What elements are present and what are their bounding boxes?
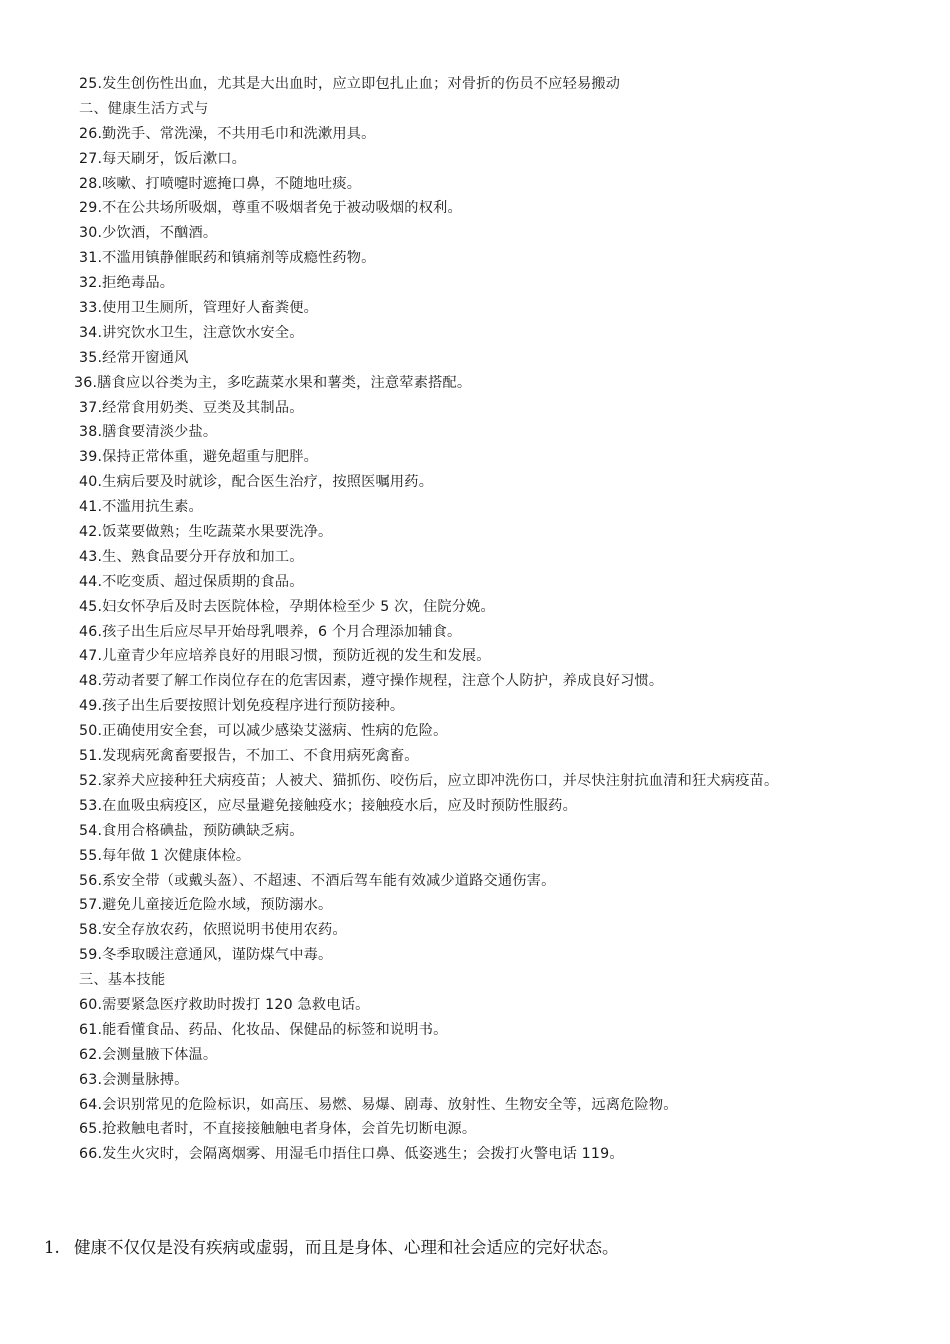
list-item: 37.经常食用奶类、豆类及其制品。 [79, 399, 304, 416]
list-item: 45.妇女怀孕后及时去医院体检，孕期体检至少 5 次，住院分娩。 [79, 598, 495, 615]
list-item: 30.少饮酒，不酗酒。 [79, 225, 218, 242]
list-item: 29.不在公共场所吸烟，尊重不吸烟者免于被动吸烟的权利。 [79, 200, 462, 217]
list-item: 50.正确使用安全套，可以减少感染艾滋病、性病的危险。 [79, 723, 448, 740]
list-item: 49.孩子出生后要按照计划免疫程序进行预防接种。 [79, 698, 405, 715]
list-item: 64.会识别常见的危险标识，如高压、易燃、易爆、剧毒、放射性、生物安全等，远离危险物。 [79, 1096, 678, 1113]
list-item: 25.发生创伤性出血，尤其是大出血时，应立即包扎止血；对骨折的伤员不应轻易搬动 [79, 76, 621, 92]
list-item: 33.使用卫生厕所，管理好人畜粪便。 [79, 300, 318, 317]
list-item: 63.会测量脉搏。 [79, 1071, 189, 1088]
list-item: 43.生、熟食品要分开存放和加工。 [79, 548, 304, 565]
definition-text: 健康不仅仅是没有疾病或虚弱，而且是身体、心理和社会适应的完好状态。 [74, 1238, 619, 1257]
list-item: 52.家养犬应接种狂犬病疫苗；人被犬、猫抓伤、咬伤后，应立即冲洗伤口，并尽快注射抗血清和狂犬病疫苗。 [79, 772, 779, 789]
health-literacy-list [74, 72, 939, 1167]
list-item: 48.劳动者要了解工作岗位存在的危害因素，遵守操作规程，注意个人防护，养成良好习惯。 [79, 673, 664, 690]
list-item: 53.在血吸虫病疫区，应尽量避免接触疫水；接触疫水后，应及时预防性服药。 [79, 797, 577, 814]
list-item: 31.不滥用镇静催眠药和镇痛剂等成瘾性药物。 [79, 250, 376, 267]
list-item: 51.发现病死禽畜要报告，不加工、不食用病死禽畜。 [79, 748, 419, 765]
list-item: 27.每天刷牙，饭后漱口。 [79, 150, 247, 167]
numbered-definition [44, 1234, 924, 1262]
list-item: 57.避免儿童接近危险水域，预防溺水。 [79, 897, 333, 914]
list-item: 58.安全存放农药，依照说明书使用农药。 [79, 922, 347, 939]
list-item: 59.冬季取暖注意通风，谨防煤气中毒。 [79, 947, 333, 964]
list-item: 36.膳食应以谷类为主，多吃蔬菜水果和薯类，注意荤素搭配。 [74, 374, 472, 391]
list-item: 62.会测量腋下体温。 [79, 1046, 218, 1063]
list-item: 54.食用合格碘盐，预防碘缺乏病。 [79, 822, 304, 839]
list-item: 55.每年做 1 次健康体检。 [79, 847, 251, 864]
list-item: 65.抢救触电者时，不直接接触触电者身体，会首先切断电源。 [79, 1121, 477, 1138]
definition-number: 1. [44, 1238, 60, 1257]
list-item: 41.不滥用抗生素。 [79, 499, 203, 516]
list-item: 56.系安全带（或戴头盔）、不超速、不酒后驾车能有效减少道路交通伤害。 [79, 872, 556, 889]
section-heading: 二、健康生活方式与 [79, 100, 209, 117]
list-item: 35.经常开窗通风 [79, 349, 189, 366]
section-heading: 三、基本技能 [79, 972, 166, 989]
list-item: 60.需要紧急医疗救助时拨打 120 急救电话。 [79, 996, 370, 1013]
list-item: 42.饭菜要做熟；生吃蔬菜水果要洗净。 [79, 524, 333, 541]
list-item: 38.膳食要清淡少盐。 [79, 424, 218, 441]
list-item: 66.发生火灾时，会隔离烟雾、用湿毛巾捂住口鼻、低姿逃生；会拨打火警电话 119。 [79, 1146, 624, 1163]
list-item: 39.保持正常体重，避免超重与肥胖。 [79, 449, 318, 466]
list-item: 61.能看懂食品、药品、化妆品、保健品的标签和说明书。 [79, 1021, 448, 1038]
list-item: 40.生病后要及时就诊，配合医生治疗，按照医嘱用药。 [79, 474, 434, 491]
list-item: 46.孩子出生后应尽早开始母乳喂养，6 个月合理添加辅食。 [79, 623, 462, 640]
list-item: 28.咳嗽、打喷嚏时遮掩口鼻，不随地吐痰。 [79, 175, 362, 192]
list-item: 44.不吃变质、超过保质期的食品。 [79, 573, 304, 590]
list-item: 26.勤洗手、常洗澡，不共用毛巾和洗漱用具。 [79, 125, 376, 142]
list-item: 34.讲究饮水卫生，注意饮水安全。 [79, 324, 304, 341]
list-item: 32.拒绝毒品。 [79, 275, 175, 292]
list-item: 47.儿童青少年应培养良好的用眼习惯，预防近视的发生和发展。 [79, 648, 491, 665]
